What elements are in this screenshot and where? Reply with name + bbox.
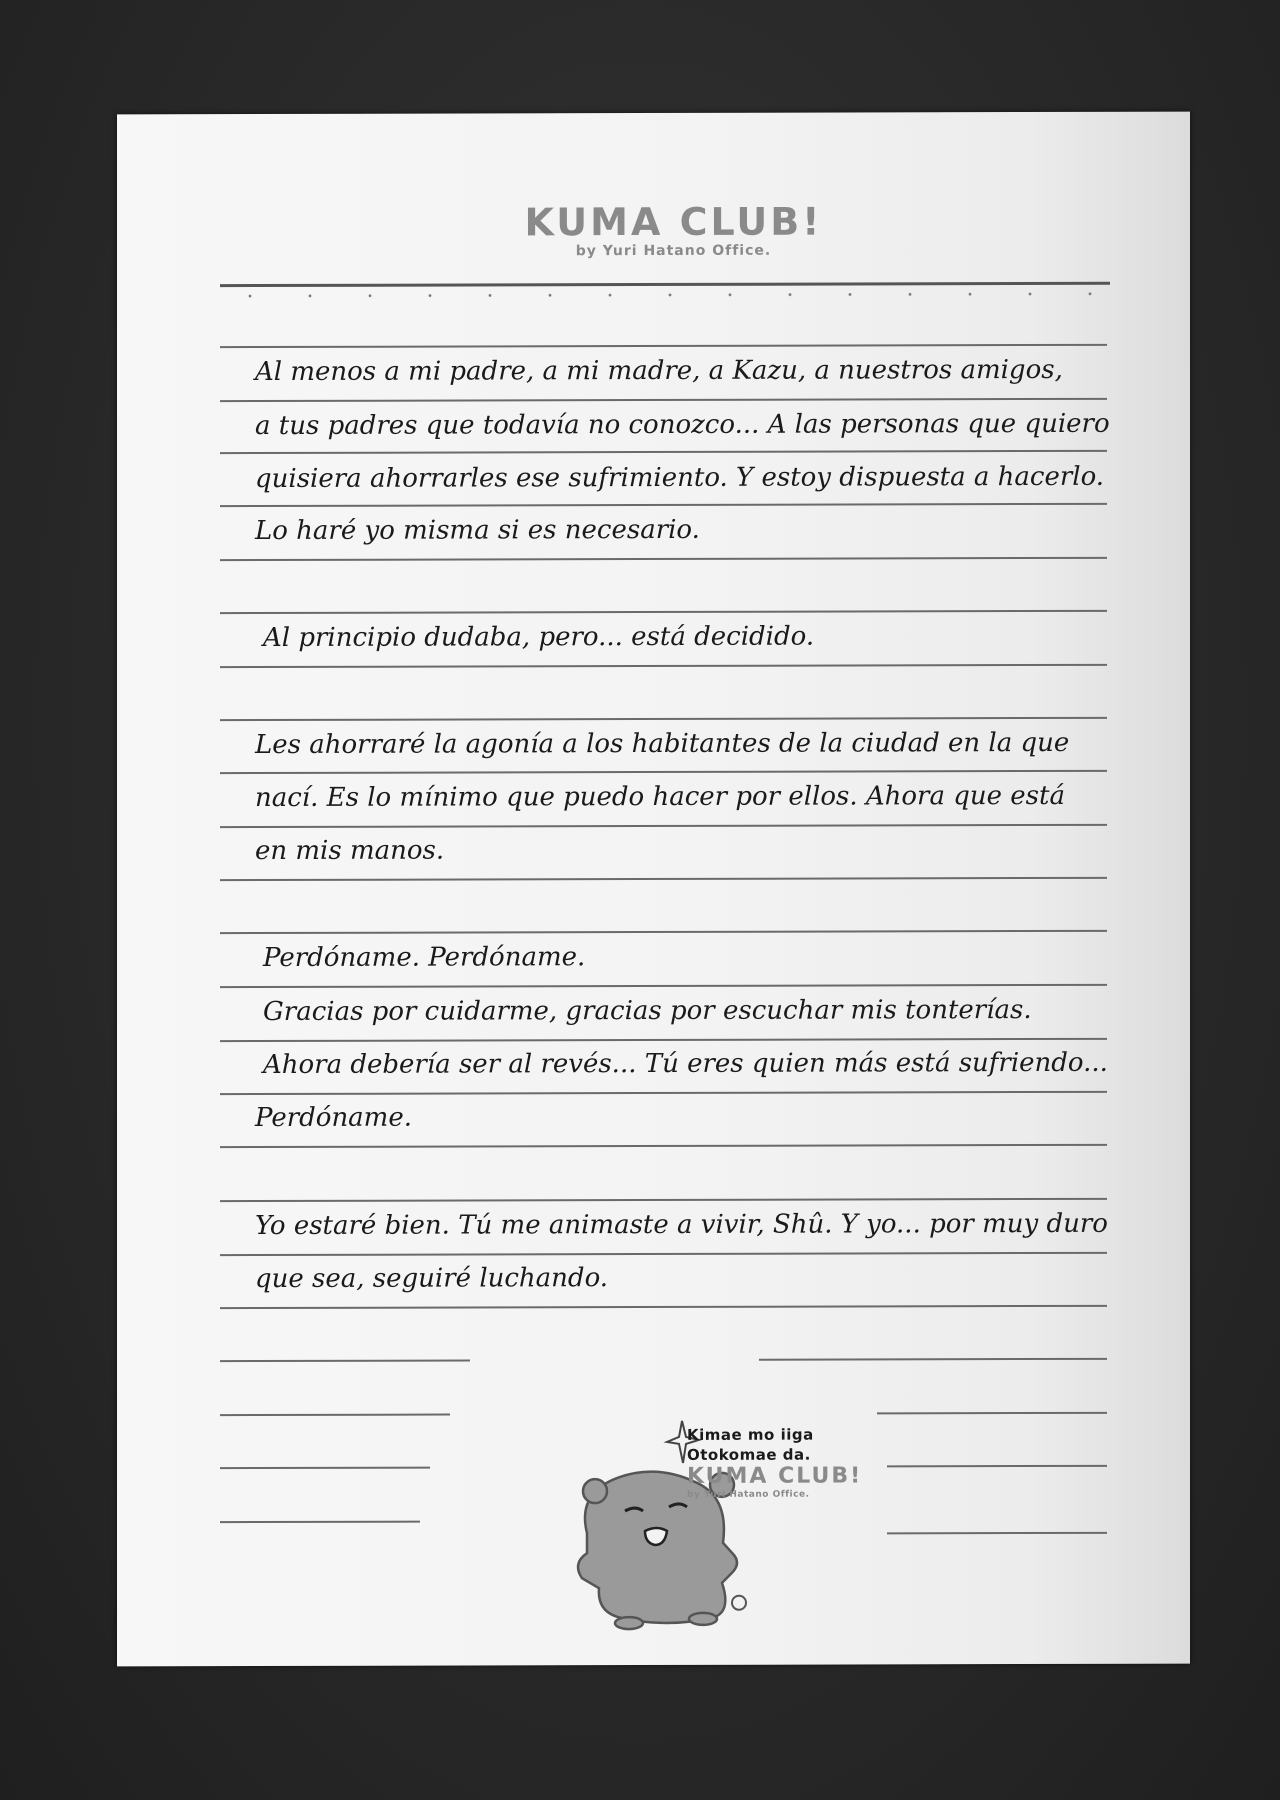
ruled-line xyxy=(220,984,1107,988)
letter-line: en mis manos. xyxy=(255,835,445,867)
letterhead-byline: by Yuri Hatano Office. xyxy=(575,242,772,260)
ruled-line xyxy=(220,824,1107,828)
ruled-line xyxy=(220,1467,430,1470)
ruled-line xyxy=(220,610,1107,614)
letterhead-title: KUMA CLUB! xyxy=(524,199,823,245)
mascot-caption xyxy=(687,1424,862,1500)
caption-line: Kimae mo iiga xyxy=(687,1425,814,1444)
ruled-line xyxy=(220,398,1107,402)
letterhead xyxy=(117,200,1190,261)
letter-line: a tus padres que todavía no conozco... A las personas que quiero xyxy=(255,408,1110,442)
ruled-line xyxy=(220,344,1107,348)
ruled-line xyxy=(220,717,1107,721)
letter-page xyxy=(117,112,1190,1667)
letter-line: Lo haré yo misma si es necesario. xyxy=(255,514,700,547)
ruled-line xyxy=(220,664,1107,668)
ruled-line xyxy=(220,1198,1107,1202)
letter-line: que sea, seguiré luchando. xyxy=(255,1263,609,1295)
ruled-line xyxy=(887,1532,1107,1535)
letterhead-rule xyxy=(220,282,1110,287)
letter-line: Yo estaré bien. Tú me animaste a vivir, Shû. Y yo... por muy duro xyxy=(255,1208,1108,1242)
ruled-line xyxy=(220,1144,1107,1148)
letter-line: Perdóname. xyxy=(255,1102,412,1134)
ruled-line xyxy=(220,1521,420,1524)
caption-byline: by Yuri Hatano Office. xyxy=(687,1489,810,1500)
letter-line: Ahora debería ser al revés... Tú eres quien más está sufriendo... xyxy=(263,1047,1108,1081)
ruled-line xyxy=(220,930,1107,934)
ruled-line xyxy=(877,1412,1107,1415)
ruled-line xyxy=(220,1414,450,1417)
ruled-line xyxy=(220,1305,1107,1309)
ruled-line xyxy=(220,877,1107,881)
ruled-line xyxy=(220,1091,1107,1095)
ruled-line xyxy=(220,1252,1107,1256)
ruled-line xyxy=(759,1358,1107,1361)
ruled-line xyxy=(220,503,1107,507)
letter-line: Les ahorraré la agonía a los habitantes de la ciudad en la que xyxy=(255,727,1070,761)
ruled-line xyxy=(220,1359,470,1362)
letter-line: quisiera ahorrarles ese sufrimiento. Y estoy dispuesta a hacerlo. xyxy=(255,461,1105,495)
caption-brand: KUMA CLUB! xyxy=(687,1463,863,1489)
letterhead-dots xyxy=(220,292,1110,298)
letter-line: Perdóname. Perdóname. xyxy=(263,942,586,974)
ruled-line xyxy=(887,1465,1107,1468)
ruled-line xyxy=(220,770,1107,774)
caption-line: Otokomae da. xyxy=(687,1445,811,1464)
ruled-line xyxy=(220,1038,1107,1042)
ruled-line xyxy=(220,557,1107,561)
letter-line: Al menos a mi padre, a mi madre, a Kazu, a nuestros amigos, xyxy=(255,354,1063,388)
ruled-line xyxy=(220,450,1107,454)
letter-line: nací. Es lo mínimo que puedo hacer por ellos. Ahora que está xyxy=(255,780,1065,814)
letter-line: Gracias por cuidarme, gracias por escuchar mis tonterías. xyxy=(263,995,1032,1028)
letter-line: Al principio dudaba, pero... está decidido. xyxy=(263,621,815,654)
